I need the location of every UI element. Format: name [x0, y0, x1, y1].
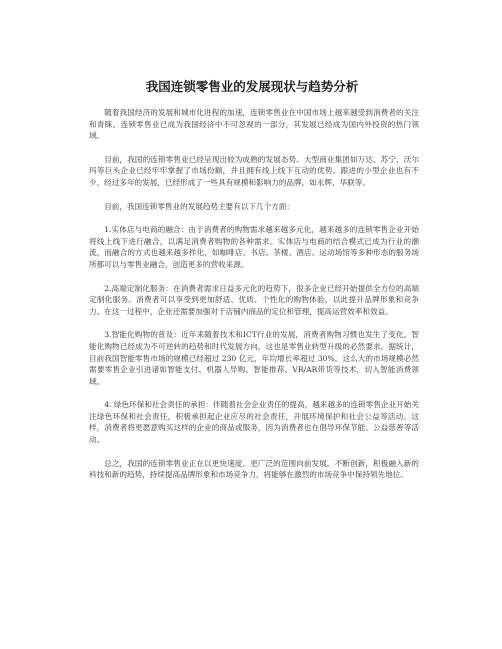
paragraph-trend-4: 4. 绿色环保和社会责任的承担：伴随着社会企业责任的提高，越来越多的连锁零售企业开始关注绿色环保和社会责任，积极承担起企业应尽的社会责任，开展环境保护和社会公益等活动。这样，消费者将更愿意购买这样的企业的商品或服务，因为消费者也在倡导环保节能、公益慈善等活动。 — [89, 400, 419, 445]
paragraph-current-status: 目前，我国的连锁零售业已经呈现出较为成熟的发展态势。大型商业集团如万达、苏宁、沃尔玛等巨头企业已经牢牢掌握了市场份额，并且拥有线上线下互动的优势。跟进的小型企业也有不少，经过多年的发展，已经形成了一些具有规模和影响力的品牌，如永辉、华联等。 — [89, 154, 419, 187]
paragraph-conclusion: 总之，我国的连锁零售业正在以更快速度、更广泛的范围向前发展。不断创新，积极融入新的科技和新的趋势，持续提高品牌形象和市场竞争力，将能够在激烈的市场竞争中保持领先地位。 — [89, 458, 419, 480]
document-title: 我国连锁零售业的发展现状与趋势分析 — [145, 79, 359, 94]
document-body — [89, 107, 419, 481]
paragraph-trend-1: 1.实体店与电商的融合：由于消费者的购物需求越来越多元化，越来越多的连锁零售企业开始将线上线下进行融合，以满足消费者购物的各种需求。实体店与电商的结合模式已成为行业的潮流，而融合的方式也越来越多样化，如咖啡店、书店、茶楼、酒店、运动场馆等多种形态的服务场所都可以与零售业融合，创造更多的营收来源。 — [89, 225, 419, 269]
paragraph-trends-heading: 目前，我国连锁零售业的发展趋势主要有以下几个方面： — [104, 201, 295, 211]
paragraph-trend-2: 2.高端定制化服务：在消费者需求日益多元化的趋势下，很多企业已经开始提供全方位的高端定制化服务。消费者可以享受到更加舒适、优质、个性化的购物体验，以此提升品牌形象和竞争力。在这一过程中，企业还需要加强对于店铺内商品的定位和管理，提高运营效率和效益。 — [89, 283, 419, 316]
paragraph-trend-3: 3.智能化购物的普及：近年来随着技术和ICT行业的发展，消费者购物习惯也发生了变化，智能化购物已经成为不可逆转的趋势和时代发展方向，这也是零售业转型升级的必然要求。据统计，目前我国智能零售市场的规模已经超过 230 亿元，年均增长率超过 30%。这么大的市场规模必然需要零售企业引进诸如智能支付、机器人导购、智能推荐、VR/AR带货等技术，切入智能消费领域。 — [89, 330, 419, 386]
paragraph-intro: 随着我国经济的发展和城市化进程的加速，连锁零售业在中国市场上越来越受到消费者的关注和青睐。连锁零售业已成为我国经济中不可忽视的一部分，其发展已经成为国内外投资的热门领域。 — [89, 108, 419, 141]
